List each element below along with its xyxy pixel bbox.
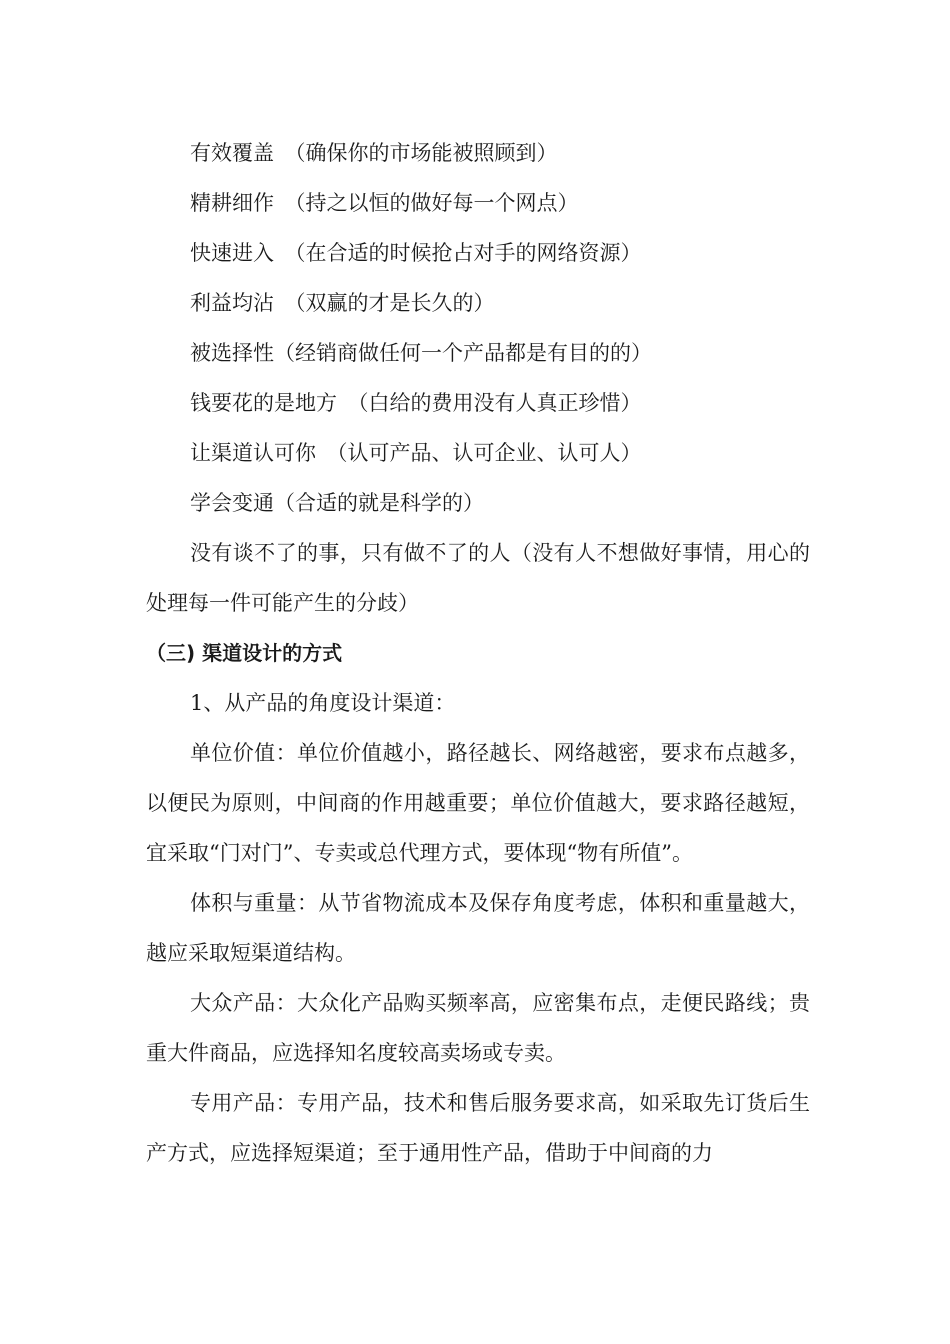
paragraph-mass-products: 大众产品：大众化产品购买频率高，应密集布点，走便民路线；贵重大件商品，应选择知名度较高卖场或专卖。 [146, 991, 810, 1065]
paragraph-volume-weight: 体积与重量：从节省物流成本及保存角度考虑，体积和重量越大，越应采取短渠道结构。 [146, 891, 810, 965]
paragraph-nothing-impossible: 没有谈不了的事，只有做不了的人（没有人不想做好事情，用心的处理每一件可能产生的分歧） [146, 541, 810, 615]
section-heading: （三) 渠道设计的方式 [146, 641, 343, 665]
paragraph-selectivity: 被选择性（经销商做任何一个产品都是有目的的） [190, 341, 652, 365]
paragraph-spend-wisely: 钱要花的是地方 （白给的费用没有人真正珍惜） [190, 391, 642, 415]
paragraph-intensive-cultivation: 精耕细作 （持之以恒的做好每一个网点） [190, 191, 579, 215]
paragraph-effective-coverage: 有效覆盖 （确保你的市场能被照顾到） [190, 141, 558, 165]
document-content [146, 128, 810, 1178]
paragraph-special-products: 专用产品：专用产品，技术和售后服务要求高，如采取先订货后生产方式，应选择短渠道；至于通用性产品，借助于中间商的力 [146, 1091, 810, 1165]
paragraph-fast-entry: 快速进入 （在合适的时候抢占对手的网络资源） [190, 241, 642, 265]
paragraph-product-angle: 1、从产品的角度设计渠道： [190, 691, 456, 715]
paragraph-channel-recognition: 让渠道认可你 （认可产品、认可企业、认可人） [190, 441, 642, 465]
paragraph-shared-benefits: 利益均沾 （双赢的才是长久的） [190, 291, 495, 315]
paragraph-flexibility: 学会变通（合适的就是科学的） [190, 491, 484, 515]
paragraph-unit-value: 单位价值：单位价值越小，路径越长、网络越密，要求布点越多，以便民为原则，中间商的作用越重要；单位价值越大，要求路径越短，宜采取“门对门”、专卖或总代理方式，要体现“物有所值”。 [146, 741, 810, 865]
